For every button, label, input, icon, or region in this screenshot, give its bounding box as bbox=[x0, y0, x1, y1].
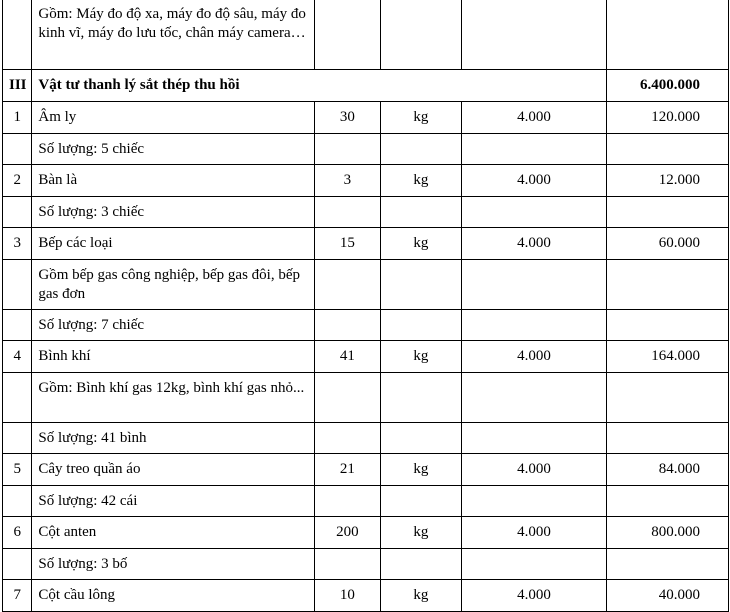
item-price: 4.000 bbox=[462, 165, 607, 197]
item-price: 4.000 bbox=[462, 102, 607, 134]
item-unit: kg bbox=[380, 517, 461, 549]
table-row bbox=[3, 454, 729, 486]
item-price: 4.000 bbox=[462, 580, 607, 612]
table-row-desc bbox=[3, 549, 729, 580]
item-description: Số lượng: 5 chiếc bbox=[32, 134, 315, 165]
item-qty: 15 bbox=[315, 228, 381, 260]
asset-table-body bbox=[3, 0, 729, 612]
item-qty: 30 bbox=[315, 102, 381, 134]
item-unit: kg bbox=[380, 341, 461, 373]
table-row-desc bbox=[3, 486, 729, 517]
item-stt: 6 bbox=[3, 517, 32, 549]
item-unit: kg bbox=[380, 165, 461, 197]
item-description: Số lượng: 7 chiếc bbox=[32, 310, 315, 341]
section-total: 6.400.000 bbox=[606, 70, 728, 102]
item-name: Bàn là bbox=[32, 165, 315, 197]
item-description: Số lượng: 42 cái bbox=[32, 486, 315, 517]
item-name: Cột cầu lông bbox=[32, 580, 315, 612]
item-total: 120.000 bbox=[606, 102, 728, 134]
item-unit: kg bbox=[380, 102, 461, 134]
item-price: 4.000 bbox=[462, 517, 607, 549]
table-row-desc bbox=[3, 423, 729, 454]
item-qty: 200 bbox=[315, 517, 381, 549]
item-stt: 2 bbox=[3, 165, 32, 197]
table-row-desc bbox=[3, 0, 729, 70]
table-row bbox=[3, 580, 729, 612]
item-unit: kg bbox=[380, 580, 461, 612]
table-row bbox=[3, 341, 729, 373]
item-total: 800.000 bbox=[606, 517, 728, 549]
item-qty: 3 bbox=[315, 165, 381, 197]
item-stt: 4 bbox=[3, 341, 32, 373]
item-description: Số lượng: 41 bình bbox=[32, 423, 315, 454]
item-stt: 7 bbox=[3, 580, 32, 612]
item-total: 12.000 bbox=[606, 165, 728, 197]
item-qty: 41 bbox=[315, 341, 381, 373]
item-qty: 21 bbox=[315, 454, 381, 486]
item-stt: 5 bbox=[3, 454, 32, 486]
table-row bbox=[3, 102, 729, 134]
table-row-desc bbox=[3, 260, 729, 310]
item-stt: 1 bbox=[3, 102, 32, 134]
item-name: Âm ly bbox=[32, 102, 315, 134]
item-description: Gồm bếp gas công nghiệp, bếp gas đôi, bếp gas đơn bbox=[32, 260, 315, 310]
table-row bbox=[3, 517, 729, 549]
item-unit: kg bbox=[380, 228, 461, 260]
section-row bbox=[3, 70, 729, 102]
item-price: 4.000 bbox=[462, 341, 607, 373]
item-price: 4.000 bbox=[462, 454, 607, 486]
item-unit: kg bbox=[380, 454, 461, 486]
asset-table bbox=[2, 0, 729, 612]
item-description: Số lượng: 3 bố bbox=[32, 549, 315, 580]
item-stt: 3 bbox=[3, 228, 32, 260]
table-row-desc bbox=[3, 134, 729, 165]
item-total: 164.000 bbox=[606, 341, 728, 373]
item-description: Gồm: Bình khí gas 12kg, bình khí gas nhỏ... bbox=[32, 373, 315, 423]
section-title: Vật tư thanh lý sắt thép thu hồi bbox=[32, 70, 606, 102]
item-description: Số lượng: 3 chiếc bbox=[32, 197, 315, 228]
item-name: Bình khí bbox=[32, 341, 315, 373]
item-total: 40.000 bbox=[606, 580, 728, 612]
table-row-desc bbox=[3, 373, 729, 423]
table-row bbox=[3, 228, 729, 260]
item-total: 84.000 bbox=[606, 454, 728, 486]
section-number: III bbox=[3, 70, 32, 102]
item-name: Cây treo quần áo bbox=[32, 454, 315, 486]
table-row-desc bbox=[3, 310, 729, 341]
item-qty: 10 bbox=[315, 580, 381, 612]
item-total: 60.000 bbox=[606, 228, 728, 260]
item-price: 4.000 bbox=[462, 228, 607, 260]
table-row bbox=[3, 165, 729, 197]
item-name: Cột anten bbox=[32, 517, 315, 549]
item-description: Gồm: Máy đo độ xa, máy đo độ sâu, máy đo kinh vĩ, máy đo lưu tốc, chân máy camera… bbox=[32, 0, 315, 70]
table-row-desc bbox=[3, 197, 729, 228]
item-name: Bếp các loại bbox=[32, 228, 315, 260]
